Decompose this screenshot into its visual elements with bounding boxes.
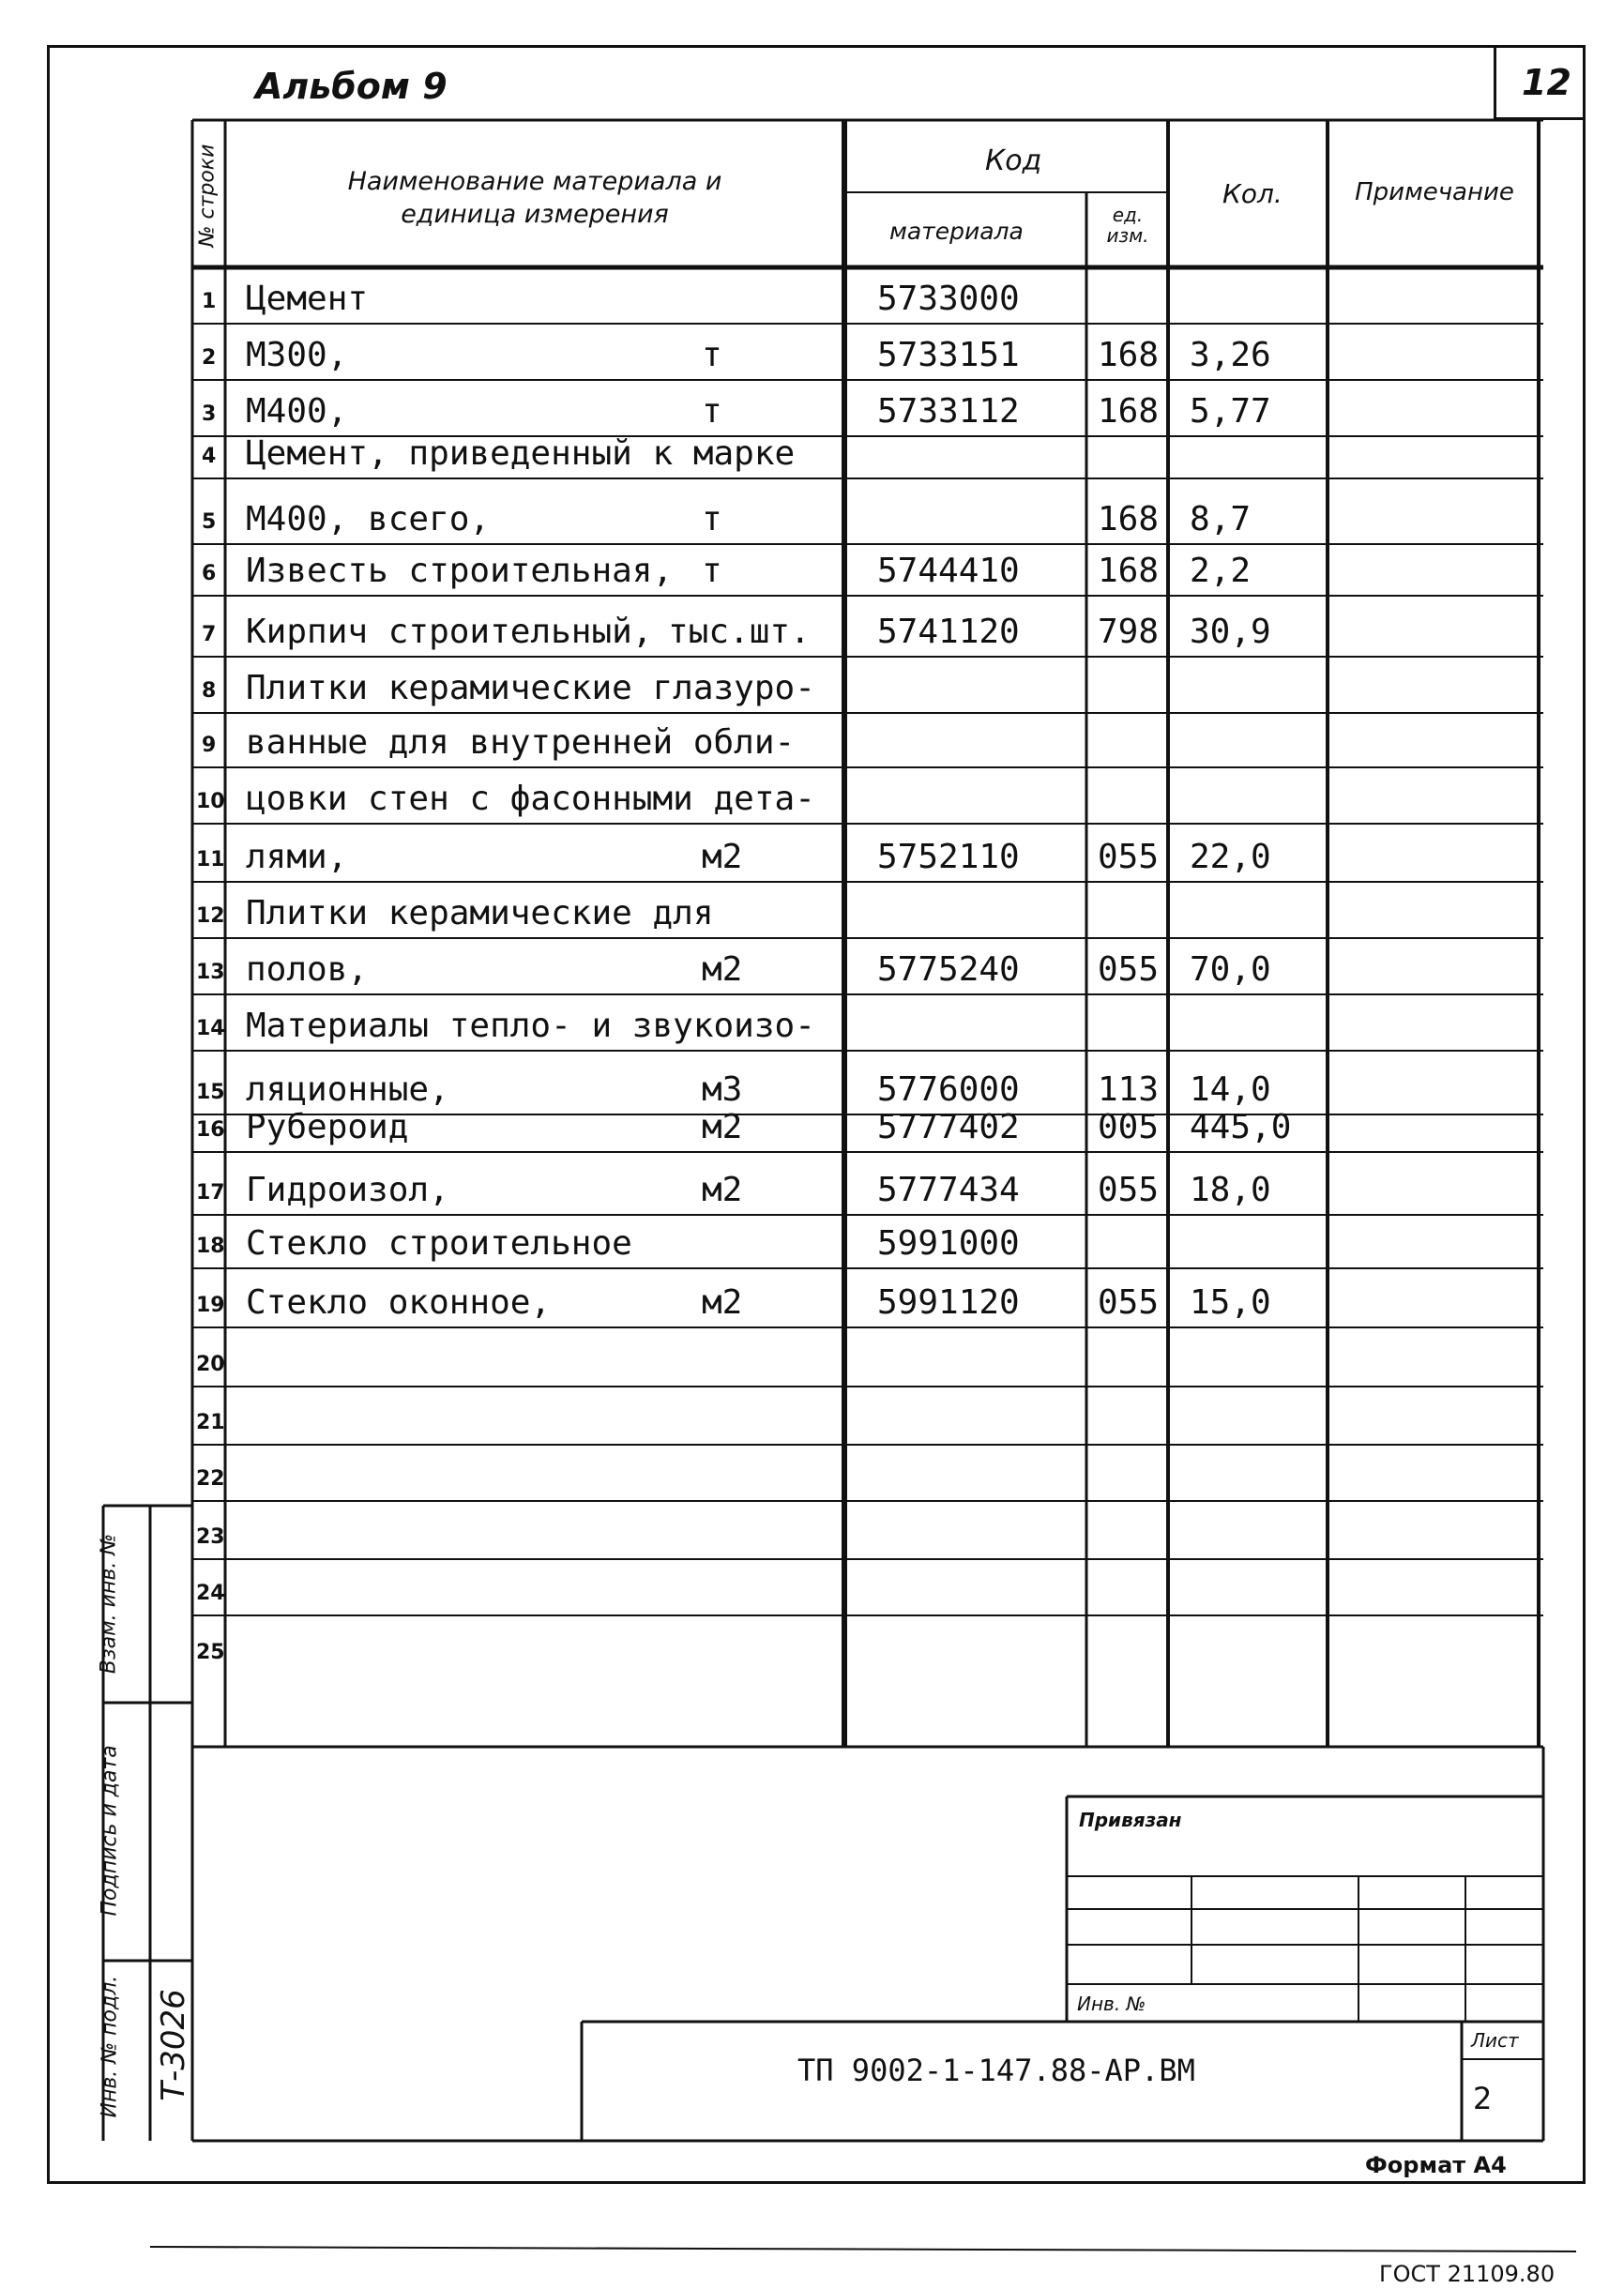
- row-number: 4: [202, 445, 217, 468]
- header-note: Примечание: [1355, 178, 1514, 206]
- header-row-number: № строки: [195, 144, 220, 248]
- row-number: 9: [202, 734, 217, 757]
- row-number: 19: [196, 1294, 225, 1317]
- row-material-name: Кирпич строительный,: [246, 613, 653, 651]
- row-number: 18: [196, 1235, 225, 1258]
- row-number: 2: [202, 346, 217, 370]
- header-material-code: материала: [889, 218, 1024, 245]
- row-quantity: 30,9: [1190, 613, 1271, 651]
- row-material-code: 5775240: [877, 950, 1020, 989]
- row-material-code: 5733151: [877, 336, 1020, 374]
- row-unit-code: 055: [1098, 1171, 1160, 1209]
- row-quantity: 8,7: [1190, 500, 1252, 538]
- header-unit-code: ед. изм.: [1106, 204, 1149, 247]
- sheet-label: Лист: [1471, 2029, 1519, 2052]
- row-material-code: 5733000: [877, 280, 1020, 318]
- row-number: 14: [196, 1017, 225, 1040]
- row-number: 13: [196, 961, 225, 984]
- row-material-name: М300,: [246, 336, 348, 374]
- row-quantity: 18,0: [1190, 1171, 1271, 1209]
- row-number: 6: [202, 562, 217, 585]
- row-quantity: 15,0: [1190, 1283, 1271, 1322]
- row-quantity: 5,77: [1190, 392, 1271, 431]
- row-material-code: 5744410: [877, 552, 1020, 590]
- privyazan-label: Привязан: [1079, 1809, 1182, 1831]
- format-label: Формат А4: [1365, 2152, 1507, 2178]
- row-unit: тыс.шт.: [668, 613, 811, 651]
- row-unit: т: [702, 500, 722, 538]
- row-quantity: 445,0: [1190, 1108, 1292, 1146]
- row-unit-code: 005: [1098, 1108, 1160, 1146]
- row-material-name: Плитки керамические глазуро-: [246, 669, 815, 707]
- row-number: 7: [202, 623, 217, 646]
- row-unit: м2: [702, 1171, 743, 1209]
- row-quantity: 22,0: [1190, 838, 1271, 876]
- row-quantity: 3,26: [1190, 336, 1271, 374]
- row-unit-code: 168: [1098, 392, 1160, 431]
- row-number: 11: [196, 848, 225, 872]
- row-unit-code: 798: [1098, 613, 1160, 651]
- row-number: 24: [196, 1582, 225, 1605]
- row-number: 23: [196, 1525, 225, 1549]
- album-title: Альбом 9: [255, 66, 448, 107]
- row-material-code: 5991120: [877, 1283, 1020, 1322]
- row-material-name: цовки стен с фасонными дета-: [246, 780, 815, 818]
- row-unit: м2: [702, 1108, 743, 1146]
- row-number: 16: [196, 1118, 225, 1142]
- row-number: 8: [202, 679, 217, 703]
- row-quantity: 70,0: [1190, 950, 1271, 989]
- row-material-name: лями,: [246, 838, 348, 876]
- row-number: 21: [196, 1411, 225, 1434]
- header-code: Код: [985, 144, 1042, 177]
- row-quantity: 2,2: [1190, 552, 1252, 590]
- row-material-name: ванные для внутренней обли-: [246, 723, 796, 762]
- stamp-signature-date: Подпись и дата: [98, 1745, 122, 1917]
- gost-label: ГОСТ 21109.80: [1379, 2261, 1556, 2287]
- row-unit: м2: [702, 838, 743, 876]
- row-unit: т: [702, 552, 722, 590]
- row-material-code: 5733112: [877, 392, 1020, 431]
- row-material-name: полов,: [246, 950, 369, 989]
- row-unit: м2: [702, 950, 743, 989]
- row-quantity: 14,0: [1190, 1070, 1271, 1109]
- row-material-name: Цемент: [246, 280, 369, 318]
- row-number: 25: [196, 1641, 225, 1664]
- row-number: 17: [196, 1181, 225, 1205]
- page-number: 12: [1522, 62, 1571, 103]
- row-unit-code: 055: [1098, 1283, 1160, 1322]
- row-material-name: ляционные,: [246, 1070, 449, 1109]
- sheet-number: 2: [1473, 2081, 1493, 2116]
- row-unit: т: [702, 336, 722, 374]
- row-material-name: М400,: [246, 392, 348, 431]
- row-number: 10: [196, 790, 225, 813]
- header-quantity: Кол.: [1222, 178, 1283, 209]
- row-material-code: 5776000: [877, 1070, 1020, 1109]
- row-material-name: Цемент, приведенный к марке: [246, 434, 796, 473]
- row-material-code: 5991000: [877, 1224, 1020, 1263]
- row-material-name: Стекло строительное: [246, 1224, 632, 1263]
- row-unit-code: 168: [1098, 336, 1160, 374]
- row-number: 1: [202, 290, 217, 313]
- row-material-name: Гидроизол,: [246, 1171, 449, 1209]
- row-unit-code: 168: [1098, 500, 1160, 538]
- row-material-name: Плитки керамические для: [246, 894, 714, 932]
- row-number: 12: [196, 904, 225, 928]
- row-unit-code: 055: [1098, 950, 1160, 989]
- row-material-code: 5741120: [877, 613, 1020, 651]
- row-material-name: Известь строительная,: [246, 552, 674, 590]
- row-material-name: Материалы тепло- и звукоизо-: [246, 1007, 815, 1045]
- inv-number-label: Инв. №: [1077, 1993, 1146, 2015]
- row-material-name: Рубероид: [246, 1108, 409, 1146]
- row-material-name: Стекло оконное,: [246, 1283, 552, 1322]
- header-name: Наименование материала и единица измерения: [347, 167, 722, 230]
- row-number: 22: [196, 1467, 225, 1491]
- row-number: 20: [196, 1353, 225, 1376]
- row-number: 15: [196, 1081, 225, 1104]
- row-unit: м3: [702, 1070, 743, 1109]
- row-material-name: М400, всего,: [246, 500, 491, 538]
- row-number: 3: [202, 402, 217, 426]
- row-material-code: 5777402: [877, 1108, 1020, 1146]
- row-unit-code: 168: [1098, 552, 1160, 590]
- row-unit: м2: [702, 1283, 743, 1322]
- stamp-inv-original-value: Т-3026: [155, 1989, 192, 2101]
- stamp-vzam-inv: Взам. инв. №: [97, 1533, 121, 1675]
- stamp-inv-original: Инв. № подл.: [98, 1975, 122, 2118]
- row-material-code: 5777434: [877, 1171, 1020, 1209]
- row-unit-code: 055: [1098, 838, 1160, 876]
- row-number: 5: [202, 510, 217, 534]
- row-unit: т: [702, 392, 722, 431]
- row-unit-code: 113: [1098, 1070, 1160, 1109]
- row-material-code: 5752110: [877, 838, 1020, 876]
- document-designation: ТП 9002-1-147.88-АР.ВМ: [797, 2053, 1195, 2088]
